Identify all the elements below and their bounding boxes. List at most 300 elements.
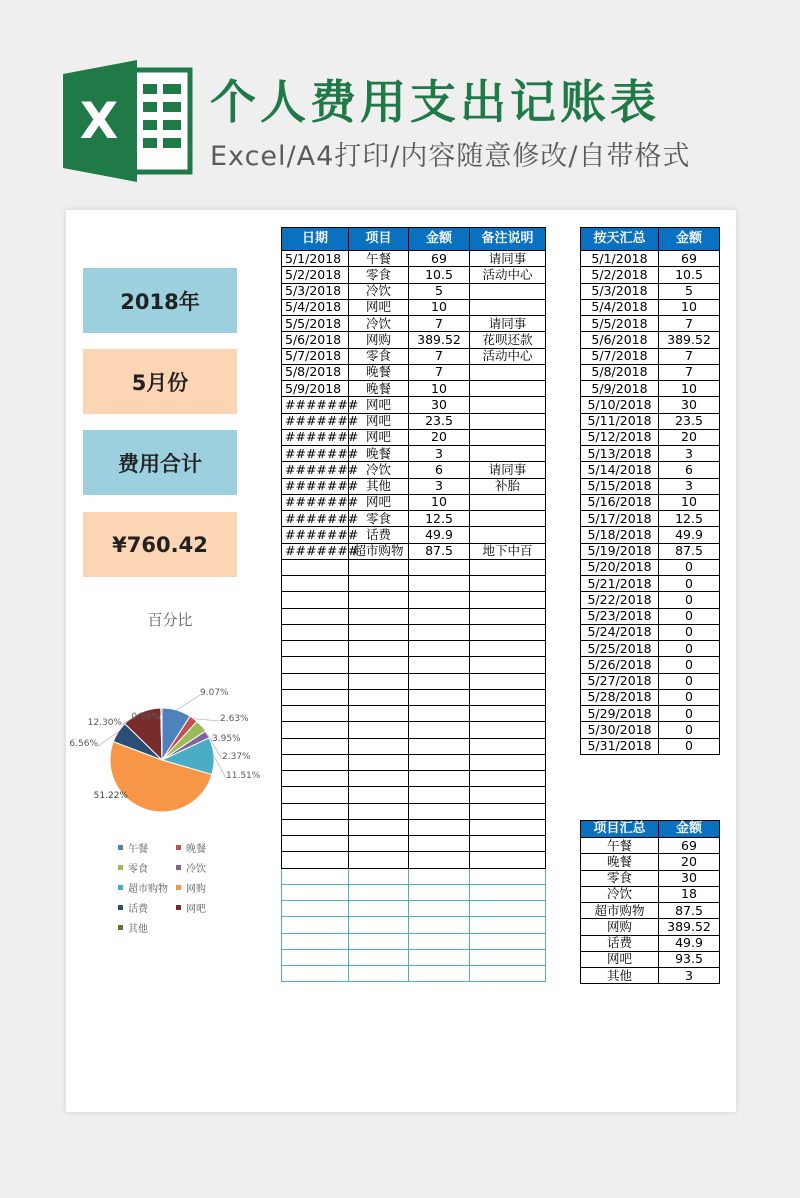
empty-cell[interactable] xyxy=(470,754,546,770)
note-cell[interactable]: 地下中百 xyxy=(470,543,546,559)
empty-cell[interactable] xyxy=(409,836,470,852)
daily-date-cell[interactable]: 5/17/2018 xyxy=(581,511,659,527)
empty-cell[interactable] xyxy=(409,852,470,868)
date-cell[interactable]: 5/3/2018 xyxy=(282,283,349,299)
table-row xyxy=(282,527,546,543)
empty-cell[interactable] xyxy=(282,933,349,949)
empty-cell[interactable] xyxy=(349,949,409,965)
empty-cell[interactable] xyxy=(282,559,349,575)
daily-amount-cell[interactable]: 30 xyxy=(659,397,720,413)
empty-cell[interactable] xyxy=(349,673,409,689)
empty-cell[interactable] xyxy=(349,836,409,852)
daily-date-cell[interactable]: 5/12/2018 xyxy=(581,429,659,445)
empty-cell[interactable] xyxy=(282,868,349,884)
note-cell[interactable]: 请同事 xyxy=(470,316,546,332)
amount-cell[interactable]: 20 xyxy=(409,429,470,445)
amount-cell[interactable]: 7 xyxy=(409,316,470,332)
daily-date-cell[interactable]: 5/28/2018 xyxy=(581,689,659,705)
empty-row xyxy=(282,901,546,917)
empty-cell[interactable] xyxy=(409,819,470,835)
empty-cell[interactable] xyxy=(282,917,349,933)
empty-cell[interactable] xyxy=(282,657,349,673)
empty-cell[interactable] xyxy=(470,706,546,722)
daily-date-cell[interactable]: 5/5/2018 xyxy=(581,316,659,332)
note-cell[interactable]: 补胎 xyxy=(470,478,546,494)
empty-cell[interactable] xyxy=(349,576,409,592)
daily-amount-cell[interactable]: 7 xyxy=(659,364,720,380)
table-row xyxy=(581,919,720,935)
note-cell[interactable] xyxy=(470,494,546,510)
note-cell[interactable] xyxy=(470,381,546,397)
date-cell[interactable]: 5/9/2018 xyxy=(282,381,349,397)
empty-cell[interactable] xyxy=(349,722,409,738)
empty-cell[interactable] xyxy=(349,689,409,705)
daily-date-cell[interactable]: 5/11/2018 xyxy=(581,413,659,429)
empty-cell[interactable] xyxy=(349,608,409,624)
daily-amount-cell[interactable]: 5 xyxy=(659,283,720,299)
empty-cell[interactable] xyxy=(409,576,470,592)
daily-date-cell[interactable]: 5/3/2018 xyxy=(581,283,659,299)
amount-cell[interactable]: 389.52 xyxy=(409,332,470,348)
empty-cell[interactable] xyxy=(282,819,349,835)
empty-cell[interactable] xyxy=(470,673,546,689)
expense-header-note[interactable]: 备注说明 xyxy=(470,228,546,251)
empty-cell[interactable] xyxy=(470,868,546,884)
empty-cell[interactable] xyxy=(349,641,409,657)
empty-cell[interactable] xyxy=(349,966,409,982)
note-cell[interactable]: 请同事 xyxy=(470,462,546,478)
date-cell[interactable]: ####### xyxy=(282,527,349,543)
daily-amount-cell[interactable]: 0 xyxy=(659,706,720,722)
empty-row xyxy=(282,966,546,982)
daily-date-cell[interactable]: 5/9/2018 xyxy=(581,381,659,397)
amount-cell[interactable]: 69 xyxy=(409,251,470,267)
empty-cell[interactable] xyxy=(409,722,470,738)
category-amount-cell[interactable]: 3 xyxy=(659,968,720,984)
empty-cell[interactable] xyxy=(282,641,349,657)
empty-cell[interactable] xyxy=(349,771,409,787)
empty-cell[interactable] xyxy=(282,738,349,754)
category-amount-cell[interactable]: 69 xyxy=(659,838,720,854)
category-header-item[interactable]: 项目汇总 xyxy=(581,821,659,838)
empty-cell[interactable] xyxy=(282,884,349,900)
daily-date-cell[interactable]: 5/8/2018 xyxy=(581,364,659,380)
amount-cell[interactable]: 6 xyxy=(409,462,470,478)
amount-cell[interactable]: 23.5 xyxy=(409,413,470,429)
table-row xyxy=(581,641,720,657)
daily-date-cell[interactable]: 5/31/2018 xyxy=(581,738,659,754)
note-cell[interactable]: 活动中心 xyxy=(470,348,546,364)
empty-cell[interactable] xyxy=(282,787,349,803)
empty-cell[interactable] xyxy=(409,771,470,787)
category-amount-cell[interactable]: 20 xyxy=(659,854,720,870)
legend-entry[interactable] xyxy=(176,840,206,855)
empty-cell[interactable] xyxy=(349,868,409,884)
daily-date-cell[interactable]: 5/20/2018 xyxy=(581,559,659,575)
daily-amount-cell[interactable]: 0 xyxy=(659,722,720,738)
empty-cell[interactable] xyxy=(470,771,546,787)
date-cell[interactable]: 5/4/2018 xyxy=(282,299,349,315)
legend-entry[interactable] xyxy=(118,860,148,875)
empty-cell[interactable] xyxy=(409,592,470,608)
daily-date-cell[interactable]: 5/19/2018 xyxy=(581,543,659,559)
note-cell[interactable] xyxy=(470,446,546,462)
daily-date-cell[interactable]: 5/7/2018 xyxy=(581,348,659,364)
empty-cell[interactable] xyxy=(282,624,349,640)
empty-cell[interactable] xyxy=(282,608,349,624)
amount-cell[interactable]: 87.5 xyxy=(409,543,470,559)
expense-header-date[interactable]: 日期 xyxy=(282,228,349,251)
item-cell[interactable]: 零食 xyxy=(349,348,409,364)
item-cell[interactable]: 晚餐 xyxy=(349,446,409,462)
empty-cell[interactable] xyxy=(470,624,546,640)
category-amount-cell[interactable]: 93.5 xyxy=(659,951,720,967)
item-cell[interactable]: 网吧 xyxy=(349,494,409,510)
empty-row xyxy=(282,819,546,835)
empty-cell[interactable] xyxy=(282,901,349,917)
daily-date-cell[interactable]: 5/23/2018 xyxy=(581,608,659,624)
daily-amount-cell[interactable]: 3 xyxy=(659,478,720,494)
empty-cell[interactable] xyxy=(470,819,546,835)
empty-cell[interactable] xyxy=(409,803,470,819)
amount-cell[interactable]: 30 xyxy=(409,397,470,413)
daily-date-cell[interactable]: 5/30/2018 xyxy=(581,722,659,738)
table-row xyxy=(282,478,546,494)
category-amount-cell[interactable]: 18 xyxy=(659,886,720,902)
daily-amount-cell[interactable]: 389.52 xyxy=(659,332,720,348)
daily-amount-cell[interactable]: 49.9 xyxy=(659,527,720,543)
daily-date-cell[interactable]: 5/1/2018 xyxy=(581,251,659,267)
empty-cell[interactable] xyxy=(349,624,409,640)
daily-date-cell[interactable]: 5/6/2018 xyxy=(581,332,659,348)
empty-cell[interactable] xyxy=(470,803,546,819)
date-cell[interactable]: ####### xyxy=(282,543,349,559)
table-row xyxy=(581,673,720,689)
daily-date-cell[interactable]: 5/27/2018 xyxy=(581,673,659,689)
table-row xyxy=(581,608,720,624)
empty-cell[interactable] xyxy=(349,933,409,949)
category-amount-cell[interactable]: 389.52 xyxy=(659,919,720,935)
category-item-cell[interactable]: 零食 xyxy=(581,870,659,886)
category-item-cell[interactable]: 超市购物 xyxy=(581,903,659,919)
empty-cell[interactable] xyxy=(349,819,409,835)
category-item-cell[interactable]: 午餐 xyxy=(581,838,659,854)
empty-cell[interactable] xyxy=(470,917,546,933)
amount-cell[interactable]: 7 xyxy=(409,364,470,380)
empty-cell[interactable] xyxy=(282,592,349,608)
excel-logo-icon xyxy=(63,60,193,182)
date-cell[interactable]: 5/8/2018 xyxy=(282,364,349,380)
date-cell[interactable]: ####### xyxy=(282,413,349,429)
note-cell[interactable] xyxy=(470,283,546,299)
empty-cell[interactable] xyxy=(349,787,409,803)
daily-amount-cell[interactable]: 87.5 xyxy=(659,543,720,559)
category-amount-cell[interactable]: 87.5 xyxy=(659,903,720,919)
empty-cell[interactable] xyxy=(470,576,546,592)
category-item-cell[interactable]: 网购 xyxy=(581,919,659,935)
category-amount-cell[interactable]: 30 xyxy=(659,870,720,886)
daily-amount-cell[interactable]: 0 xyxy=(659,673,720,689)
empty-cell[interactable] xyxy=(409,754,470,770)
empty-cell[interactable] xyxy=(470,933,546,949)
table-row xyxy=(581,267,720,283)
empty-cell[interactable] xyxy=(409,624,470,640)
item-cell[interactable]: 零食 xyxy=(349,511,409,527)
table-row xyxy=(581,494,720,510)
daily-amount-cell[interactable]: 0 xyxy=(659,559,720,575)
legend-label: 其他 xyxy=(128,924,148,935)
legend-swatch xyxy=(118,905,123,910)
empty-cell[interactable] xyxy=(349,852,409,868)
legend-entry[interactable] xyxy=(118,880,168,895)
empty-cell[interactable] xyxy=(409,608,470,624)
daily-amount-cell[interactable]: 10.5 xyxy=(659,267,720,283)
item-cell[interactable]: 网吧 xyxy=(349,397,409,413)
empty-cell[interactable] xyxy=(282,576,349,592)
item-cell[interactable]: 晚餐 xyxy=(349,364,409,380)
category-item-cell[interactable]: 话费 xyxy=(581,935,659,951)
empty-cell[interactable] xyxy=(349,754,409,770)
empty-cell[interactable] xyxy=(470,592,546,608)
empty-cell[interactable] xyxy=(470,787,546,803)
daily-date-cell[interactable]: 5/29/2018 xyxy=(581,706,659,722)
daily-amount-cell[interactable]: 0 xyxy=(659,641,720,657)
daily-date-cell[interactable]: 5/25/2018 xyxy=(581,641,659,657)
daily-amount-cell[interactable]: 69 xyxy=(659,251,720,267)
date-cell[interactable]: ####### xyxy=(282,462,349,478)
amount-cell[interactable]: 3 xyxy=(409,478,470,494)
category-item-cell[interactable]: 晚餐 xyxy=(581,854,659,870)
empty-cell[interactable] xyxy=(282,706,349,722)
date-cell[interactable]: ####### xyxy=(282,429,349,445)
empty-cell[interactable] xyxy=(282,803,349,819)
item-cell[interactable]: 午餐 xyxy=(349,251,409,267)
empty-cell[interactable] xyxy=(470,722,546,738)
daily-amount-cell[interactable]: 0 xyxy=(659,608,720,624)
empty-cell[interactable] xyxy=(470,901,546,917)
legend-entry[interactable] xyxy=(118,920,148,935)
item-cell[interactable]: 晚餐 xyxy=(349,381,409,397)
empty-cell[interactable] xyxy=(282,673,349,689)
empty-cell[interactable] xyxy=(470,884,546,900)
item-cell[interactable]: 冷饮 xyxy=(349,462,409,478)
daily-amount-cell[interactable]: 0 xyxy=(659,576,720,592)
empty-cell[interactable] xyxy=(282,949,349,965)
empty-cell[interactable] xyxy=(282,689,349,705)
table-row xyxy=(581,576,720,592)
expense-header-amount[interactable]: 金额 xyxy=(409,228,470,251)
daily-amount-cell[interactable]: 3 xyxy=(659,446,720,462)
empty-cell[interactable] xyxy=(282,836,349,852)
empty-cell[interactable] xyxy=(470,966,546,982)
item-cell[interactable]: 其他 xyxy=(349,478,409,494)
daily-amount-cell[interactable]: 6 xyxy=(659,462,720,478)
daily-date-cell[interactable]: 5/14/2018 xyxy=(581,462,659,478)
note-cell[interactable]: 请同事 xyxy=(470,251,546,267)
daily-amount-cell[interactable]: 0 xyxy=(659,624,720,640)
empty-cell[interactable] xyxy=(409,966,470,982)
legend-entry[interactable] xyxy=(176,880,206,895)
empty-cell[interactable] xyxy=(282,852,349,868)
empty-cell[interactable] xyxy=(349,738,409,754)
legend-label: 超市购物 xyxy=(128,884,168,895)
daily-amount-cell[interactable]: 0 xyxy=(659,738,720,754)
empty-cell[interactable] xyxy=(409,689,470,705)
category-amount-cell[interactable]: 49.9 xyxy=(659,935,720,951)
daily-date-cell[interactable]: 5/10/2018 xyxy=(581,397,659,413)
item-cell[interactable]: 网购 xyxy=(349,332,409,348)
empty-cell[interactable] xyxy=(409,673,470,689)
daily-amount-cell[interactable]: 23.5 xyxy=(659,413,720,429)
item-cell[interactable]: 网吧 xyxy=(349,299,409,315)
item-cell[interactable]: 冷饮 xyxy=(349,316,409,332)
amount-cell[interactable]: 3 xyxy=(409,446,470,462)
note-cell[interactable] xyxy=(470,364,546,380)
daily-header-amount[interactable]: 金额 xyxy=(659,228,720,251)
empty-cell[interactable] xyxy=(409,933,470,949)
legend-swatch xyxy=(118,865,123,870)
amount-cell[interactable]: 10 xyxy=(409,494,470,510)
daily-date-cell[interactable]: 5/26/2018 xyxy=(581,657,659,673)
date-cell[interactable]: 5/7/2018 xyxy=(282,348,349,364)
item-cell[interactable]: 零食 xyxy=(349,267,409,283)
item-cell[interactable]: 网吧 xyxy=(349,429,409,445)
empty-cell[interactable] xyxy=(349,917,409,933)
legend-entry[interactable] xyxy=(118,900,148,915)
amount-cell[interactable]: 10.5 xyxy=(409,267,470,283)
category-item-cell[interactable]: 网吧 xyxy=(581,951,659,967)
empty-cell[interactable] xyxy=(409,706,470,722)
daily-date-cell[interactable]: 5/22/2018 xyxy=(581,592,659,608)
table-row xyxy=(581,251,720,267)
note-cell[interactable] xyxy=(470,429,546,445)
item-cell[interactable]: 超市购物 xyxy=(349,543,409,559)
daily-amount-cell[interactable]: 0 xyxy=(659,689,720,705)
daily-amount-cell[interactable]: 10 xyxy=(659,494,720,510)
empty-cell[interactable] xyxy=(282,966,349,982)
empty-cell[interactable] xyxy=(349,884,409,900)
empty-cell[interactable] xyxy=(409,657,470,673)
empty-cell[interactable] xyxy=(409,917,470,933)
empty-cell[interactable] xyxy=(282,771,349,787)
empty-cell[interactable] xyxy=(470,836,546,852)
empty-cell[interactable] xyxy=(470,689,546,705)
legend-swatch xyxy=(118,845,123,850)
daily-amount-cell[interactable]: 10 xyxy=(659,381,720,397)
amount-cell[interactable]: 5 xyxy=(409,283,470,299)
note-cell[interactable] xyxy=(470,527,546,543)
empty-cell[interactable] xyxy=(282,722,349,738)
daily-date-cell[interactable]: 5/2/2018 xyxy=(581,267,659,283)
empty-cell[interactable] xyxy=(470,641,546,657)
empty-cell[interactable] xyxy=(349,592,409,608)
daily-date-cell[interactable]: 5/4/2018 xyxy=(581,299,659,315)
daily-date-cell[interactable]: 5/15/2018 xyxy=(581,478,659,494)
daily-date-cell[interactable]: 5/18/2018 xyxy=(581,527,659,543)
empty-cell[interactable] xyxy=(470,852,546,868)
empty-cell[interactable] xyxy=(409,738,470,754)
date-cell[interactable]: ####### xyxy=(282,494,349,510)
legend-entry[interactable] xyxy=(176,860,206,875)
empty-cell[interactable] xyxy=(349,706,409,722)
empty-cell[interactable] xyxy=(409,559,470,575)
category-item-cell[interactable]: 冷饮 xyxy=(581,886,659,902)
daily-amount-cell[interactable]: 0 xyxy=(659,592,720,608)
legend-entry[interactable] xyxy=(118,840,148,855)
amount-cell[interactable]: 10 xyxy=(409,299,470,315)
date-cell[interactable]: 5/6/2018 xyxy=(282,332,349,348)
daily-date-cell[interactable]: 5/16/2018 xyxy=(581,494,659,510)
note-cell[interactable] xyxy=(470,511,546,527)
note-cell[interactable] xyxy=(470,299,546,315)
empty-cell[interactable] xyxy=(349,559,409,575)
daily-date-cell[interactable]: 5/24/2018 xyxy=(581,624,659,640)
empty-cell[interactable] xyxy=(470,949,546,965)
empty-cell[interactable] xyxy=(349,657,409,673)
amount-cell[interactable]: 49.9 xyxy=(409,527,470,543)
date-cell[interactable]: 5/2/2018 xyxy=(282,267,349,283)
empty-cell[interactable] xyxy=(409,949,470,965)
empty-cell[interactable] xyxy=(409,868,470,884)
category-header-amount[interactable]: 金额 xyxy=(659,821,720,838)
date-cell[interactable]: 5/5/2018 xyxy=(282,316,349,332)
note-cell[interactable] xyxy=(470,397,546,413)
empty-cell[interactable] xyxy=(349,803,409,819)
amount-cell[interactable]: 12.5 xyxy=(409,511,470,527)
daily-amount-cell[interactable]: 20 xyxy=(659,429,720,445)
legend-entry[interactable] xyxy=(176,900,206,915)
date-cell[interactable]: 5/1/2018 xyxy=(282,251,349,267)
note-cell[interactable]: 活动中心 xyxy=(470,267,546,283)
table-row xyxy=(581,951,720,967)
pie-leader-line xyxy=(194,719,220,721)
empty-cell[interactable] xyxy=(349,901,409,917)
table-row xyxy=(581,722,720,738)
daily-date-cell[interactable]: 5/13/2018 xyxy=(581,446,659,462)
daily-amount-cell[interactable]: 12.5 xyxy=(659,511,720,527)
note-cell[interactable] xyxy=(470,413,546,429)
empty-cell[interactable] xyxy=(470,738,546,754)
item-cell[interactable]: 冷饮 xyxy=(349,283,409,299)
item-cell[interactable]: 话费 xyxy=(349,527,409,543)
date-cell[interactable]: ####### xyxy=(282,478,349,494)
empty-cell[interactable] xyxy=(409,641,470,657)
date-cell[interactable]: ####### xyxy=(282,446,349,462)
empty-cell[interactable] xyxy=(409,884,470,900)
daily-amount-cell[interactable]: 0 xyxy=(659,657,720,673)
empty-cell[interactable] xyxy=(409,901,470,917)
empty-cell[interactable] xyxy=(470,559,546,575)
daily-header-date[interactable]: 按天汇总 xyxy=(581,228,659,251)
daily-amount-cell[interactable]: 7 xyxy=(659,316,720,332)
daily-amount-cell[interactable]: 7 xyxy=(659,348,720,364)
amount-cell[interactable]: 10 xyxy=(409,381,470,397)
item-cell[interactable]: 网吧 xyxy=(349,413,409,429)
empty-cell[interactable] xyxy=(409,787,470,803)
empty-cell[interactable] xyxy=(282,754,349,770)
date-cell[interactable]: ####### xyxy=(282,511,349,527)
expense-header-item[interactable]: 项目 xyxy=(349,228,409,251)
date-cell[interactable]: ####### xyxy=(282,397,349,413)
daily-date-cell[interactable]: 5/21/2018 xyxy=(581,576,659,592)
note-cell[interactable]: 花呗还款 xyxy=(470,332,546,348)
empty-cell[interactable] xyxy=(470,608,546,624)
empty-cell[interactable] xyxy=(470,657,546,673)
category-item-cell[interactable]: 其他 xyxy=(581,968,659,984)
amount-cell[interactable]: 7 xyxy=(409,348,470,364)
daily-amount-cell[interactable]: 10 xyxy=(659,299,720,315)
table-row xyxy=(581,429,720,445)
